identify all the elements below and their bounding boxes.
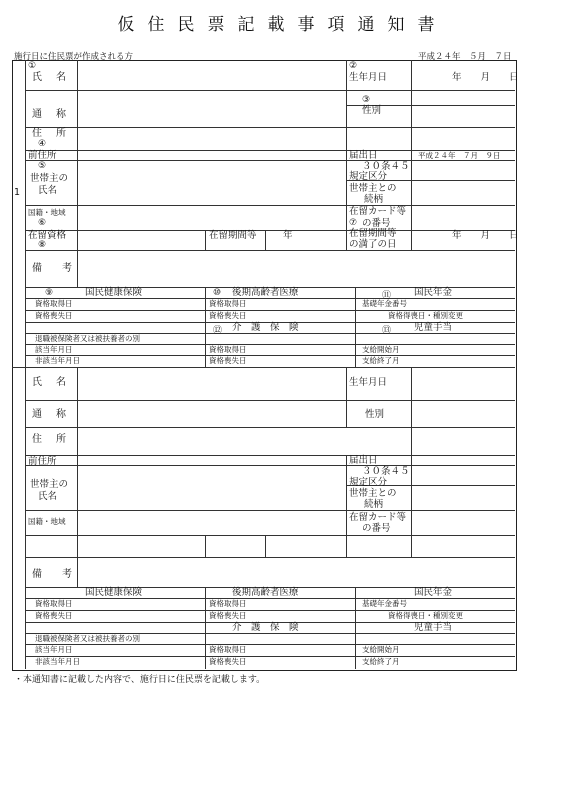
alias-label: 通 称 — [32, 109, 68, 120]
gender-label: 性別 — [362, 105, 382, 116]
record-number: 1 — [14, 187, 21, 198]
notify-date-value: 平成２４年 ７月 ９日 — [418, 151, 501, 160]
address-label: 住 所 — [32, 128, 68, 139]
issue-date: 平成２４年 ５月 ７日 — [418, 52, 512, 62]
footnote: ・本通知書に記載した内容で、施行日に住民票を記載します。 — [14, 675, 266, 685]
subtitle: 施行日に住民票が作成される方 — [14, 52, 134, 62]
birth-label: 生年月日 — [349, 72, 388, 83]
document-title: 仮住民票記載事項通知書 — [117, 15, 448, 35]
prev-address-label: 前住所 — [28, 150, 57, 161]
remarks-label: 備 考 — [32, 263, 77, 274]
name-label: 氏 名 — [32, 72, 68, 83]
